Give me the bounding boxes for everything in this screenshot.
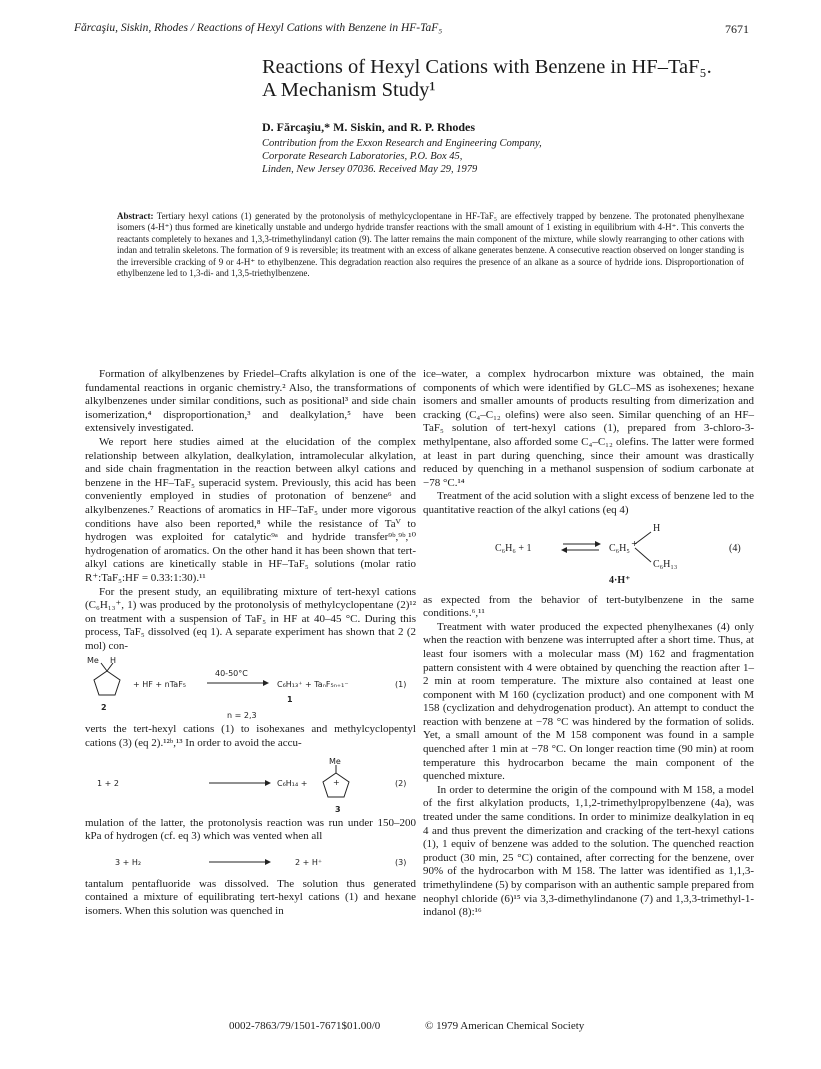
- eq2-products: C₆H₁₄ +: [277, 778, 308, 788]
- left-paragraph-4: verts the tert-hexyl cations (1) to isohexanes and methylcyclopentyl cations (3) (eq 2).¹²ᵇ,¹³ In order to avoid the accu-: [85, 723, 416, 750]
- eq1-compound-2: 2: [101, 703, 107, 713]
- eq3-products: 2 + H⁺: [295, 857, 323, 867]
- left-paragraph-6: tantalum pentafluoride was dissolved. The solution thus generated contained a mixture of equilibrating tert-hexyl cations (1) and hexane isomers. When this solution was quenched in: [85, 877, 416, 918]
- equation-3: [85, 844, 416, 878]
- eq1-products: C₆H₁₃⁺ + TaₙF₅ₙ₊₁⁻: [277, 680, 349, 690]
- left-paragraph-2: We report here studies aimed at the elucidation of the complex relationship between alkylation, dealkylation, intramolecular alkylation, and side chain fragmentation in the reaction between alkyl cations and benzene in the HF–TaF₅ superacid system. Previously, this acid has been conveniently employed in studies of protonation of benzene⁶ and alkylbenzenes.⁷ Reactions of aromatics in HF–TaF₅ under more vigorous conditions have also been reported,⁸ while the resistance of Taⱽ to hydrogen was exploited for catalytic⁹ᵃ and hydride transfer⁹ᵇ,⁹ᵇ,¹⁰ hydrogenation of aromatics. On the other hand it has been shown that tert-alkyl cations are kinetically stable in HF–TaF₅ solutions (molar ratio R⁺:TaF₅:HF = 0.33:1:30).¹¹: [85, 435, 416, 584]
- right-column: [423, 368, 754, 920]
- abstract-text: Tertiary hexyl cations (1) generated by the protonolysis of methylcyclopentane in HF-TaF₅ are effectively trapped by benzene. The protonated phenylhexane isomers (4-H⁺) thus formed are kinetically unstable and undergo hydride transfer reactions with the small amount of 1 existing in equilibrium with 4-H⁺. This converts the reactants completely to hexanes and 1,3,3-trimethylindanyl cation (9). The latter remains the main component of the mixture, while slowly rearranging to other cations with indan and tetralin skeletons. The formation of 9 is reversible; its treatment with an excess of alkane generates benzene. A consecutive reaction observed on longer standing is the irreversible cracking of 9 or 4-H⁺ to ethylbenzene. This degradation reaction also requires the presence of an alkane as a source of hydride ions. Disproportionation of ethylbenzene led to 1,3-di- and 1,3,5-triethylbenzene.: [117, 211, 744, 279]
- affiliation-line-3: Linden, New Jersey 07036. Received May 29, 1979: [262, 164, 478, 175]
- eq1-reagents: + HF + nTaF₅: [133, 680, 186, 690]
- left-column: [85, 368, 416, 919]
- left-paragraph-5: mulation of the latter, the protonolysis reaction was run under 150–200 kPa of hydrogen (cf. eq 3) which was vented when all: [85, 816, 416, 843]
- page-number: 7671: [725, 22, 749, 36]
- eq1-arrow-icon: [207, 679, 269, 687]
- eq1-condition: 40-50°C: [215, 669, 248, 679]
- eq1-h-label: H: [110, 656, 117, 666]
- eq2-arrow-icon: [209, 779, 271, 787]
- abstract-label: Abstract:: [117, 211, 154, 221]
- title-line-2: A Mechanism Study¹: [262, 79, 436, 101]
- left-paragraph-1: Formation of alkylbenzenes by Friedel–Crafts alkylation is one of the fundamental reactions in organic chemistry.² Also, the transformations of alkylbenzenes under similar conditions, such as positional³ and side chain isomerization,⁴ disproportionation,³ and dealkylation,⁵ have been extensively investigated.: [85, 368, 416, 435]
- eq4-hydrogen: H: [653, 522, 661, 534]
- abstract: [117, 211, 744, 279]
- footer-code: 0002-7863/79/1501-7671$01.00/0: [229, 1020, 381, 1032]
- article-title: [262, 56, 782, 102]
- eq1-number: (1): [395, 680, 407, 690]
- eq4-compound-label: 4·H⁺: [609, 574, 631, 586]
- eq2-reactants: 1 + 2: [97, 778, 119, 788]
- eq3-arrow-icon: [209, 858, 271, 866]
- eq2-compound-3: 3: [335, 804, 341, 814]
- right-paragraph-3: as expected from the behavior of tert-butylbenzene in the same conditions.⁶,¹¹: [423, 593, 754, 620]
- eq2-methyl-label: Me: [329, 756, 341, 766]
- eq1-n-value: n = 2,3: [227, 711, 257, 721]
- eq4-equilibrium-arrow-icon: [561, 540, 601, 554]
- eq3-number: (3): [395, 857, 407, 867]
- eq2-number: (2): [395, 778, 407, 788]
- equation-2: [85, 755, 416, 817]
- affiliation: [262, 137, 782, 176]
- right-paragraph-2: Treatment of the acid solution with a slight excess of benzene led to the quantitative reaction of the alkyl cations (eq 4): [423, 490, 754, 516]
- left-paragraph-3: For the present study, an equilibrating mixture of tert-hexyl cations (C₆H₁₃⁺, 1) was produced by the protonolysis of methylcyclopentane (2)¹² on treatment with a suspension of TaF₅ in HF at 40–45 °C. During this process, TaF₅ dissolved (eq 1). A separate experiment has shown that 2 (2 mol) con-: [85, 585, 416, 652]
- right-paragraph-4: Treatment with water produced the expected phenylhexanes (4) only when the reaction with benzene was interrupted after a short time. Thus, at least four isomers with a molecular mass (M) 162 and fragmentation pattern consistent with 4 were obtained by quenching the reaction after 1–2 min at room temperature. The mixture also contained at least one component with M 160 (cyclization product) and one component with M 158 (cyclization and dehydrogenation product). An attempt to conduct the reaction with benzene at −78 °C was hindered by the formation of solids. Yet, a small amount of the M 158 component was found in a sample quenched after 1 min at −78 °C. On longer reaction time (90 min) at room temperature this hydrocarbon became the main component of the quenched mixture.: [423, 620, 754, 783]
- running-head: Fărcaşiu, Siskin, Rhodes / Reactions of Hexyl Cations with Benzene in HF-TaF₅: [74, 22, 443, 34]
- authors: D. Fărcaşiu,* M. Siskin, and R. P. Rhodes: [262, 120, 476, 134]
- right-paragraph-1: ice–water, a complex hydrocarbon mixture was obtained, the main components of which were identified by GLC–MS as isohexenes; hexane isomers and smaller amounts of products resulting from dimerization and cracking (C₄–C₁₂ olefins) were also seen. Similar quenching of an HF–TaF₅ solution of tert-hexyl cations (1), prepared from 3-chloro-3-methylpentane, also afforded some C₄–C₁₂ olefins. The latter were formed at least in part during quenching, since their amount was drastically reduced by quenching in a methanol suspension of sodium carbonate at −78 °C.¹⁴: [423, 368, 754, 489]
- eq1-compound-1: 1: [287, 695, 293, 705]
- eq4-number: (4): [729, 542, 741, 554]
- eq1-methyl-label: Me: [87, 656, 99, 666]
- equation-4: [423, 522, 754, 594]
- eq4-reactants: C₆H₆ + 1: [495, 542, 532, 554]
- svg-text:+: +: [333, 777, 340, 787]
- right-paragraph-5: In order to determine the origin of the compound with M 158, a model of the first alkylation products, 1,1,2-trimethylpropylbenzene (4a), was treated under the same conditions. In order to minimize dealkylation in eq 4 and thus prevent the dimerization and cracking of the tert-hexyl cations (1), 1 equiv of benzene was added to the solution. The quenched reaction product (30 min, 25 °C) contained, after correcting for the benzene, over 90% of the hydrocarbon with M 158. The latter was identified as 1,1,3-trimethylindene (5) by comparison with an authentic sample prepared from neophyl chloride (6)¹⁵ via 3,3-dimethylindanone (7) and 1,3,3-trimethyl-1-indanol (8):¹⁶: [423, 783, 754, 919]
- footer-copyright: © 1979 American Chemical Society: [425, 1020, 585, 1032]
- eq4-phenyl: C₆H₅: [609, 542, 630, 554]
- methylcyclopentyl-cation-structure: [319, 763, 353, 801]
- title-line-1: Reactions of Hexyl Cations with Benzene in HF–TaF₅.: [262, 56, 712, 78]
- eq4-hexyl: C₆H₁₃: [653, 558, 678, 570]
- affiliation-line-2: Corporate Research Laboratories, P.O. Box 45,: [262, 151, 463, 162]
- affiliation-line-1: Contribution from the Exxon Research and Engineering Company,: [262, 138, 542, 149]
- eq3-reactants: 3 + H₂: [115, 857, 142, 867]
- equation-1: [85, 657, 416, 723]
- svg-text:+: +: [631, 538, 638, 548]
